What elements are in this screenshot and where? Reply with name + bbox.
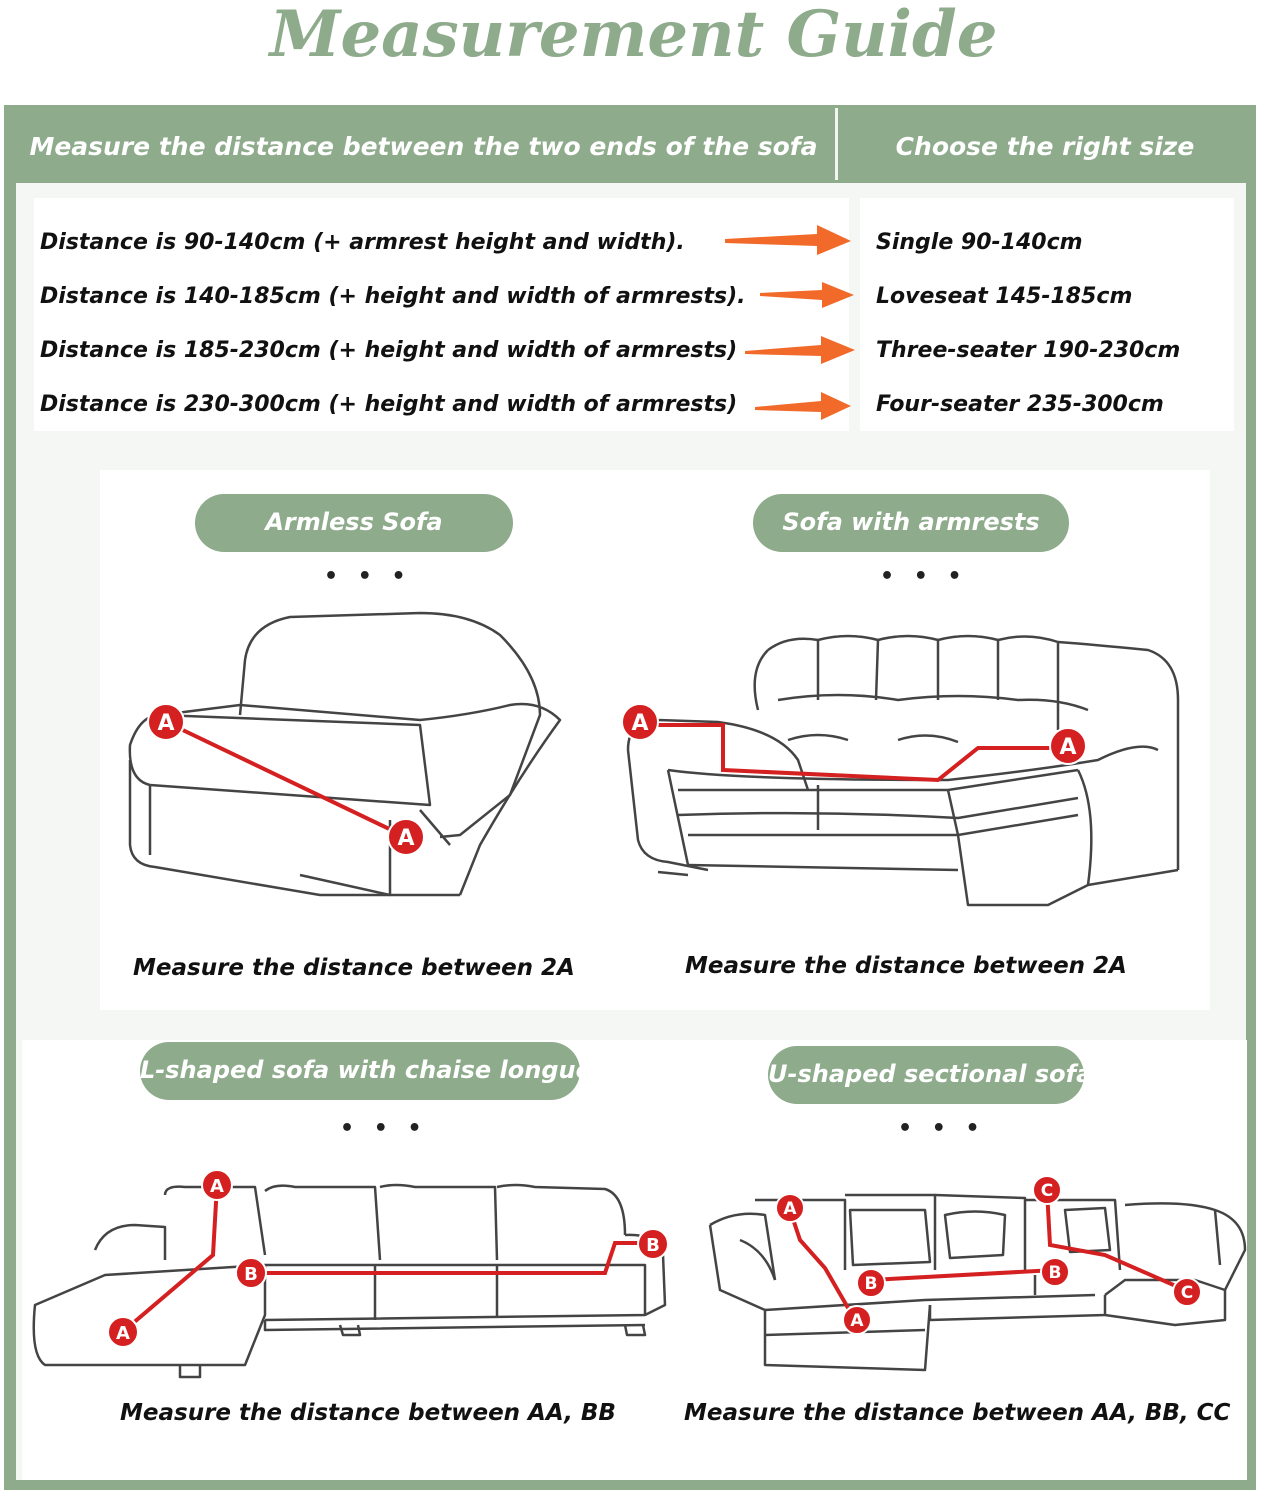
ellipsis-dots: • • • (880, 564, 968, 589)
ellipsis-dots: • • • (898, 1116, 986, 1141)
marker-a-label: A (631, 711, 649, 736)
size-row-2: Loveseat 145-185cm (876, 284, 1133, 309)
marker-a-label: A (850, 1311, 864, 1331)
marker-b-label: B (244, 1264, 258, 1285)
marker-a-label: A (157, 711, 175, 736)
caption-l-shaped: Measure the distance between AA, BB (120, 1400, 616, 1426)
marker-c-label: C (1040, 1181, 1054, 1201)
marker-a-label: A (397, 826, 415, 851)
distance-row-4: Distance is 230-300cm (+ height and width of armrests) (40, 392, 738, 417)
arrow-icon (745, 335, 860, 365)
marker-a-label: A (783, 1199, 797, 1219)
arrow-icon (755, 390, 855, 422)
u-shaped-sofa-icon (705, 1170, 1250, 1385)
page-title: Measurement Guide (269, 0, 998, 72)
header-measure: Measure the distance between the two ends of the sofa (29, 132, 818, 161)
marker-b-label: B (1048, 1263, 1062, 1283)
distance-row-2: Distance is 140-185cm (+ height and width of armrests). (40, 284, 746, 309)
distance-row-1: Distance is 90-140cm (+ armrest height and width). (40, 230, 685, 255)
label-u-shaped-sofa: U-shaped sectional sofa (768, 1046, 1084, 1104)
size-row-4: Four-seater 235-300cm (876, 392, 1164, 417)
l-shaped-sofa-icon (25, 1165, 675, 1395)
size-row-3: Three-seater 190-230cm (876, 338, 1181, 363)
armrest-sofa-icon (618, 630, 1188, 915)
caption-u-shaped: Measure the distance between AA, BB, CC (684, 1400, 1231, 1426)
armless-sofa-icon (120, 605, 570, 915)
marker-c-label: C (1180, 1283, 1194, 1303)
marker-b-label: B (646, 1235, 660, 1256)
distance-row-3: Distance is 185-230cm (+ height and width of armrests) (40, 338, 738, 363)
label-sofa-with-armrests: Sofa with armrests (753, 494, 1069, 552)
ellipsis-dots: • • • (324, 564, 412, 589)
ellipsis-dots: • • • (340, 1116, 428, 1141)
caption-armless: Measure the distance between 2A (133, 955, 575, 981)
arrow-icon (760, 280, 860, 310)
header-divider (835, 108, 838, 180)
caption-armrests: Measure the distance between 2A (685, 953, 1127, 979)
label-armless-sofa: Armless Sofa (195, 494, 513, 552)
arrow-icon (725, 225, 855, 255)
label-l-shaped-sofa: L-shaped sofa with chaise longue (140, 1042, 580, 1100)
marker-a-label: A (210, 1176, 224, 1197)
size-row-1: Single 90-140cm (876, 230, 1083, 255)
marker-a-label: A (1059, 735, 1077, 760)
marker-a-label: A (116, 1323, 130, 1344)
marker-b-label: B (864, 1274, 878, 1294)
header-choose-size: Choose the right size (895, 132, 1195, 161)
